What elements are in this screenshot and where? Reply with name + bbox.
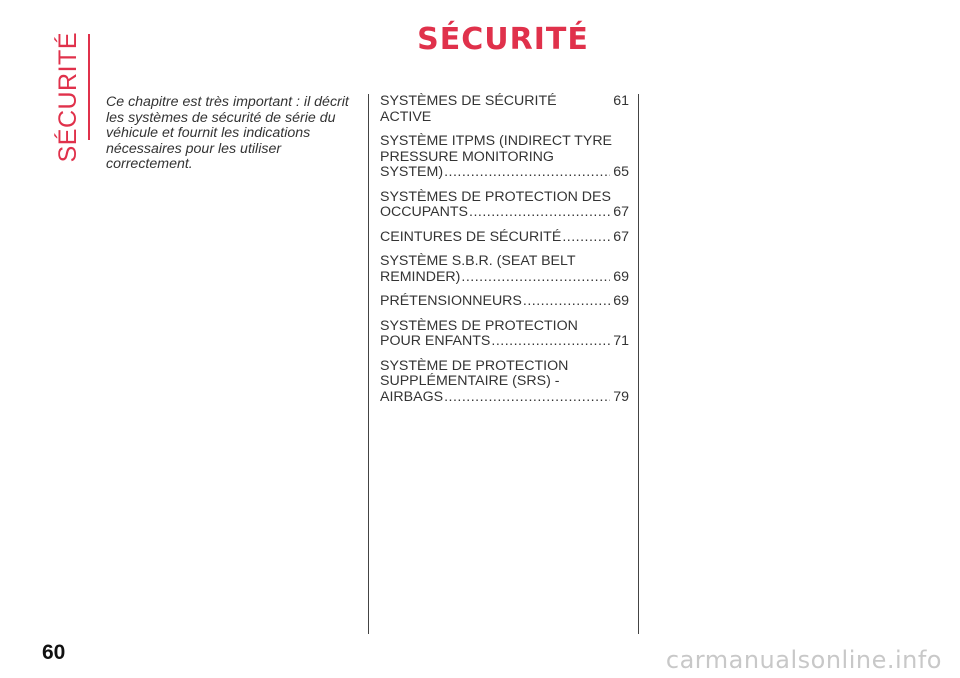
toc-entry-line: SYSTÈME ITPMS (INDIRECT TYRE bbox=[380, 133, 613, 149]
toc-entry-leader-line bbox=[380, 230, 629, 246]
toc-page-number: 61 bbox=[613, 93, 629, 109]
toc-entry-title: OCCUPANTS bbox=[380, 204, 469, 220]
toc-entry-line: SYSTÈMES DE PROTECTION bbox=[380, 317, 578, 334]
toc-entry[interactable] bbox=[380, 254, 629, 285]
table-of-contents bbox=[380, 94, 629, 414]
toc-entry-title: POUR ENFANTS bbox=[380, 333, 491, 349]
intro-line: les systèmes de sécurité de série du bbox=[106, 109, 336, 126]
toc-page-number: 69 bbox=[613, 268, 629, 285]
intro-line: correctement. bbox=[106, 156, 193, 172]
toc-entry[interactable] bbox=[380, 230, 629, 246]
column-divider-right bbox=[638, 94, 639, 634]
toc-page-number: 67 bbox=[613, 204, 629, 220]
toc-entry-line: SUPPLÉMENTAIRE (SRS) - bbox=[380, 373, 560, 389]
page-number: 60 bbox=[42, 641, 66, 664]
toc-entry[interactable] bbox=[380, 134, 629, 181]
side-tab-bar bbox=[88, 34, 90, 140]
toc-entry[interactable] bbox=[380, 319, 629, 350]
toc-entry-leader-line bbox=[380, 390, 629, 406]
toc-entry[interactable] bbox=[380, 94, 629, 125]
toc-entry-title: CEINTURES DE SÉCURITÉ bbox=[380, 228, 562, 245]
toc-dot-leader bbox=[491, 334, 610, 350]
intro-line: Ce chapitre est très important : il décrit bbox=[106, 94, 349, 110]
toc-page-number: 67 bbox=[613, 228, 629, 245]
toc-dot-leader bbox=[461, 270, 610, 286]
toc-dot-leader bbox=[444, 390, 610, 406]
intro-text bbox=[106, 95, 356, 173]
toc-entry-title: PRÉTENSIONNEURS bbox=[380, 293, 522, 309]
toc-entry-leader-line bbox=[380, 294, 629, 310]
toc-entry-leader-line bbox=[380, 334, 629, 350]
toc-dot-leader bbox=[562, 230, 610, 246]
toc-entry-title: REMINDER) bbox=[380, 268, 461, 285]
toc-entry-line: PRESSURE MONITORING bbox=[380, 148, 554, 165]
toc-page-number: 65 bbox=[613, 164, 629, 180]
toc-dot-leader bbox=[469, 205, 610, 221]
toc-page-number: 71 bbox=[613, 333, 629, 349]
toc-entry[interactable] bbox=[380, 190, 629, 221]
toc-entry-line: SYSTÈME DE PROTECTION bbox=[380, 357, 569, 374]
toc-entry-leader-line bbox=[380, 165, 629, 181]
toc-dot-leader bbox=[523, 294, 610, 310]
chapter-title: SÉCURITÉ bbox=[417, 22, 589, 57]
side-tab-title bbox=[53, 32, 82, 163]
toc-page-number: 79 bbox=[613, 388, 629, 405]
side-tab-label: SÉCURITÉ bbox=[53, 32, 82, 163]
toc-page-number: 69 bbox=[613, 293, 629, 309]
intro-line: nécessaires pour les utiliser bbox=[106, 140, 282, 157]
toc-dot-leader bbox=[444, 165, 610, 181]
toc-entry-leader-line bbox=[380, 205, 629, 221]
toc-entry-title: SYSTÈMES DE SÉCURITÉ ACTIVE bbox=[380, 93, 557, 125]
toc-entry-line: SYSTÈMES DE PROTECTION DES bbox=[380, 188, 611, 205]
column-divider-left bbox=[368, 94, 369, 634]
toc-entry-leader-line bbox=[380, 270, 629, 286]
toc-entry-title: SYSTEM) bbox=[380, 164, 444, 180]
toc-entry-leader-line bbox=[380, 94, 629, 125]
toc-entry-title: AIRBAGS bbox=[380, 388, 444, 405]
intro-line: véhicule et fournit les indications bbox=[106, 125, 311, 141]
toc-entry[interactable] bbox=[380, 294, 629, 310]
watermark: carmanualsonline.info bbox=[665, 646, 942, 674]
toc-entry[interactable] bbox=[380, 359, 629, 406]
toc-entry-line: SYSTÈME S.B.R. (SEAT BELT bbox=[380, 253, 576, 269]
